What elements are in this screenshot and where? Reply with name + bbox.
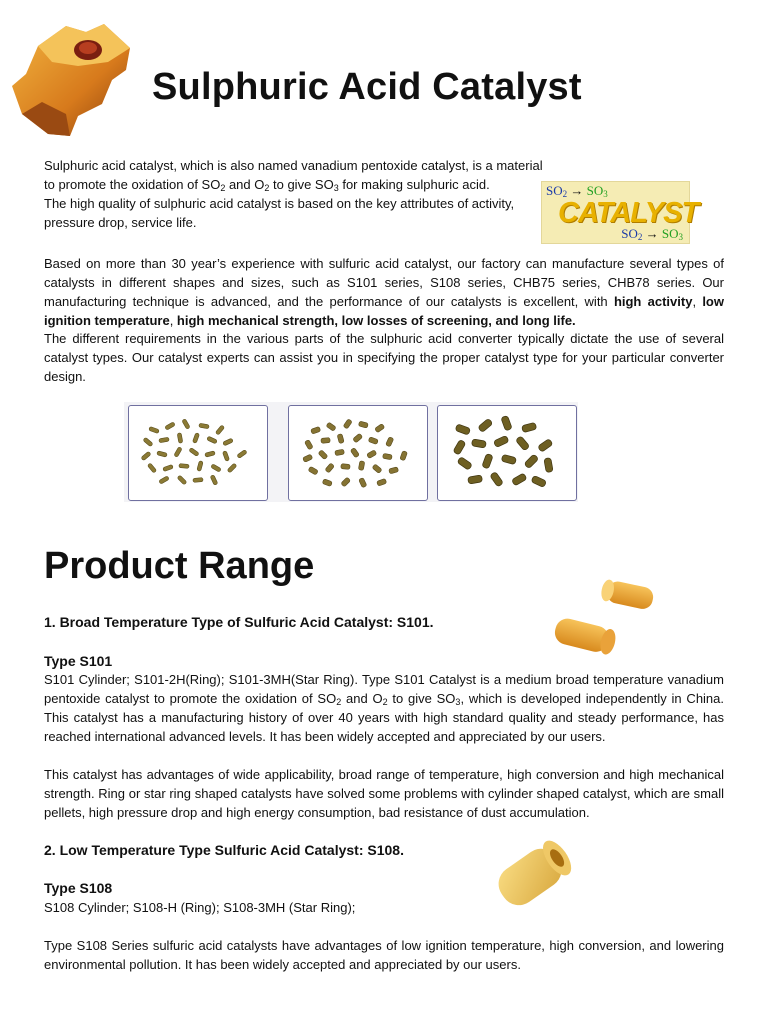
s101-cylinder-image: [545, 576, 661, 666]
s108-variants: S108 Cylinder; S108-H (Ring); S108-3MH (Star Ring);: [44, 900, 356, 915]
catalyst-badge-image: [541, 181, 699, 244]
s108-section-heading: 2. Low Temperature Type Sulfuric Acid Catalyst: S108.: [44, 842, 404, 858]
s108-type-heading: Type S108: [44, 880, 113, 896]
catalyst-star-ring-image: [8, 18, 136, 138]
intro-paragraph: [44, 156, 564, 232]
intro-line-4: pressure drop, service life.: [44, 215, 197, 230]
about-paragraph-1: Based on more than 30 year’s experience with sulfuric acid catalyst, our factory can manufacture several types of catalysts in different shapes and sizes, such as S101 series, S108 series, CHB75 series, CHB78 series. Our manufacturing technique is advanced, and the performance of our catalysts is excellent, with high activity, low ignition temperature, high mechanical strength, low losses of screening, and long life.: [44, 256, 724, 328]
intro-line-3: The high quality of sulphuric acid catalyst is based on the key attributes of activity,: [44, 196, 515, 211]
intro-line-1: Sulphuric acid catalyst, which is also named vanadium pentoxide catalyst, is a material: [44, 158, 543, 173]
badge-reaction-bottom: $SO_2 \to SO_3$: [621, 226, 683, 242]
s108-paragraph-1: Type S108 Series sulfuric acid catalysts have advantages of low ignition temperature, high conversion, and lowering environmental pollution. It has been widely accepted and appreciated by our users.: [44, 938, 724, 972]
badge-word: CATALYST: [558, 197, 699, 229]
s101-paragraph-2: This catalyst has advantages of wide applicability, broad range of temperature, high conversion and high mechanical strength. Ring or star ring shaped catalysts have solved some problems with cylinder shaped catalyst, which are small pellets, high pressure drop and high energy consumption, bad resistance of dust accumulation.: [44, 767, 724, 820]
intro-line-2: to promote the oxidation of $SO_2$ and $O_2$ to give $SO_3$ for making sulphuric acid.: [44, 177, 490, 193]
about-paragraph-2: The different requirements in the various parts of the sulphuric acid converter typically dictate the use of several catalyst types. Our catalyst experts can assist you in specifying the proper catalyst type for your particular converter design.: [44, 331, 724, 384]
s101-type-heading: Type S101: [44, 653, 113, 669]
catalyst-pellets-photo-2: [288, 405, 428, 501]
catalyst-pellets-photo-3: [437, 405, 577, 501]
catalyst-photos-strip: [124, 402, 578, 502]
product-range-heading: Product Range: [44, 545, 315, 587]
catalyst-pellets-photo-1: [128, 405, 268, 501]
badge-reaction-top: $SO_2 \to SO_3$: [546, 183, 608, 199]
s101-section-heading: 1. Broad Temperature Type of Sulfuric Acid Catalyst: S101.: [44, 614, 434, 630]
s101-paragraph-1: S101 Cylinder; S101-2H(Ring); S101-3MH(Star Ring). Type S101 Catalyst is a medium broad temperature vanadium pentoxide catalyst to promote the oxidation of $SO_2$ and $O_2$ to give $SO_3$, which is developed independently in China. This catalyst has a manufacturing history of over 40 years with high standard quality and steady performance, has reached international advanced levels. It has been widely accepted and appreciated by our users.: [44, 672, 725, 744]
page-title: Sulphuric Acid Catalyst: [152, 66, 582, 108]
